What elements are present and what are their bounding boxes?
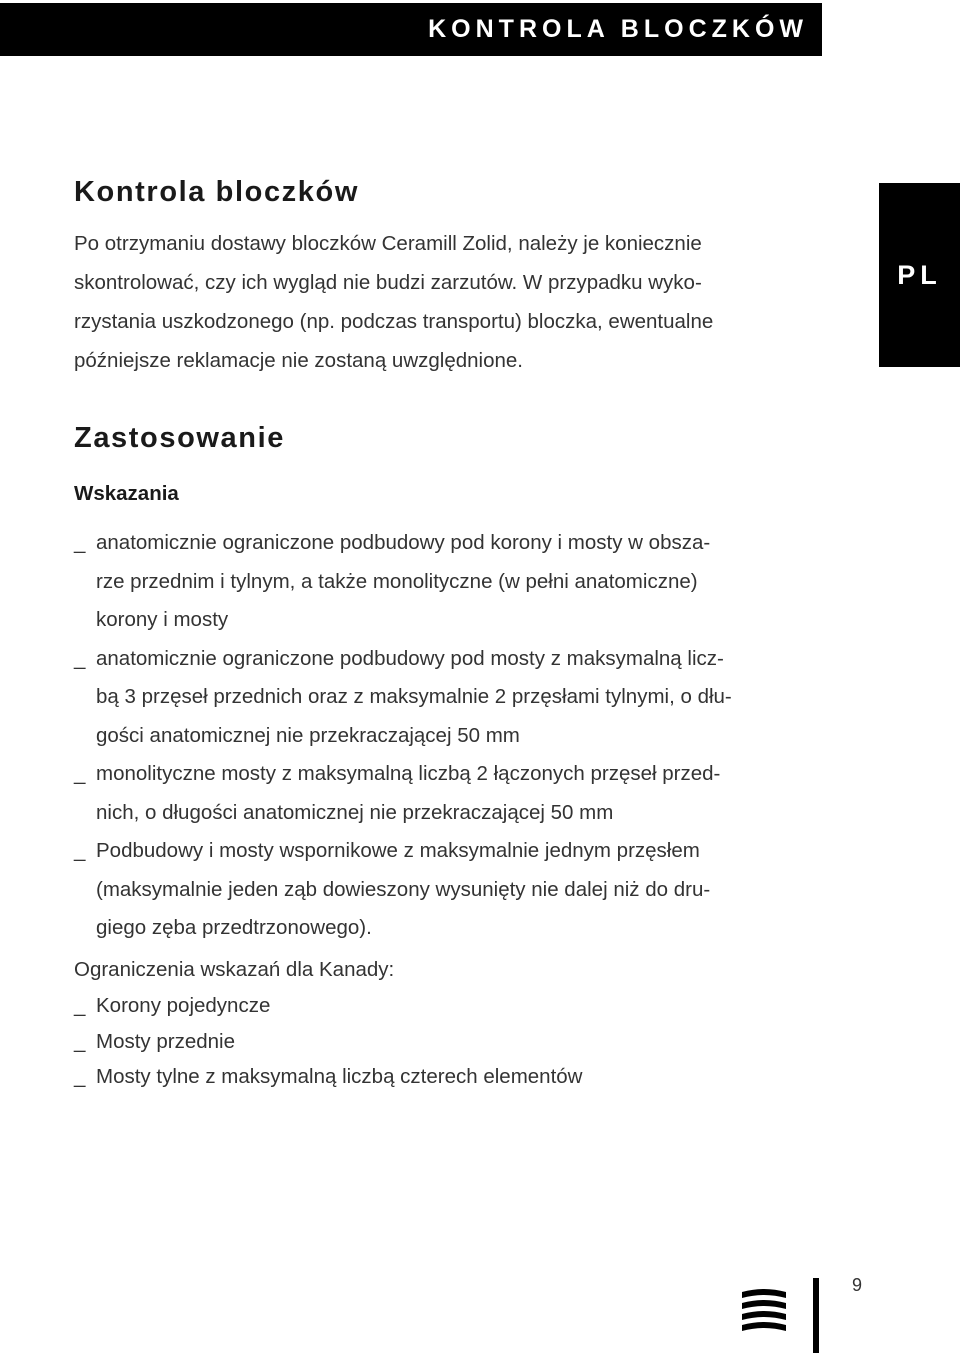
- list-item-line: giego zęba przedtrzonowego).: [96, 916, 372, 939]
- list-item-text: Korony pojedyncze: [96, 994, 271, 1017]
- canada-title: Ograniczenia wskazań dla Kanady:: [74, 958, 395, 981]
- list-item-text: Mosty tylne z maksymalną liczbą czterech elementów: [96, 1065, 583, 1088]
- list-item: [74, 988, 834, 1024]
- list-item: [74, 640, 834, 756]
- section-heading-zastosowanie: Zastosowanie: [74, 422, 285, 454]
- list-item: [74, 832, 834, 948]
- intro-line: Po otrzymaniu dostawy bloczków Ceramill Zolid, należy je koniecznie: [74, 232, 702, 255]
- list-item-line: korony i mosty: [96, 608, 229, 631]
- intro-line: rzystania uszkodzonego (np. podczas transportu) bloczka, ewentualne: [74, 310, 714, 333]
- list-item: [74, 524, 834, 640]
- list-dash: _: [74, 1029, 86, 1053]
- list-dash: _: [74, 994, 86, 1017]
- header-bar: [0, 3, 822, 56]
- list-item-line: anatomicznie ograniczone podbudowy pod korony i mosty w obsza-: [96, 531, 711, 554]
- intro-line: późniejsze reklamacje nie zostaną uwzględnione.: [74, 349, 523, 372]
- list-item-line: (maksymalnie jeden ząb dowieszony wysunięty nie dalej niż do dru-: [96, 877, 711, 901]
- page-number: 9: [852, 1275, 863, 1295]
- stacked-bars-logo-icon: [740, 1288, 788, 1332]
- header-title: KONTROLA BLOCZKÓW: [428, 15, 808, 43]
- language-tab: [879, 183, 960, 367]
- list-item-line: anatomicznie ograniczone podbudowy pod mosty z maksymalną licz-: [96, 646, 724, 670]
- intro-paragraph: [74, 224, 834, 380]
- indications-list: [74, 524, 834, 948]
- footer-divider: [813, 1278, 819, 1353]
- list-item-line: Podbudowy i mosty wspornikowe z maksymalnie jednym przęsłem: [96, 839, 700, 862]
- list-item-line: rze przednim i tylnym, a także monolityczne (w pełni anatomiczne): [96, 569, 698, 593]
- list-item-line: gości anatomicznej nie przekraczającej 50 mm: [96, 723, 520, 747]
- intro-line: skontrolować, czy ich wygląd nie budzi zarzutów. W przypadku wyko-: [74, 271, 702, 294]
- list-dash: _: [74, 839, 86, 862]
- list-dash: _: [74, 531, 86, 554]
- subheading-wskazania: Wskazania: [74, 482, 179, 505]
- list-item-line: nich, o długości anatomicznej nie przekraczającej 50 mm: [96, 800, 614, 824]
- list-item: [74, 1024, 834, 1060]
- canada-list: [74, 988, 834, 1095]
- list-item-line: bą 3 przęseł przednich oraz z maksymalnie 2 przęsłami tylnymi, o dłu-: [96, 685, 732, 708]
- list-item-line: monolityczne mosty z maksymalną liczbą 2 łączonych przęseł przed-: [96, 762, 721, 785]
- list-item: [74, 1059, 834, 1095]
- language-tab-label: PL: [897, 259, 942, 290]
- list-dash: _: [74, 762, 86, 785]
- list-item: [74, 755, 834, 832]
- list-dash: _: [74, 1065, 86, 1088]
- list-dash: _: [74, 646, 86, 670]
- list-item-text: Mosty przednie: [96, 1029, 236, 1053]
- section-heading-kontrola: Kontrola bloczków: [74, 176, 359, 208]
